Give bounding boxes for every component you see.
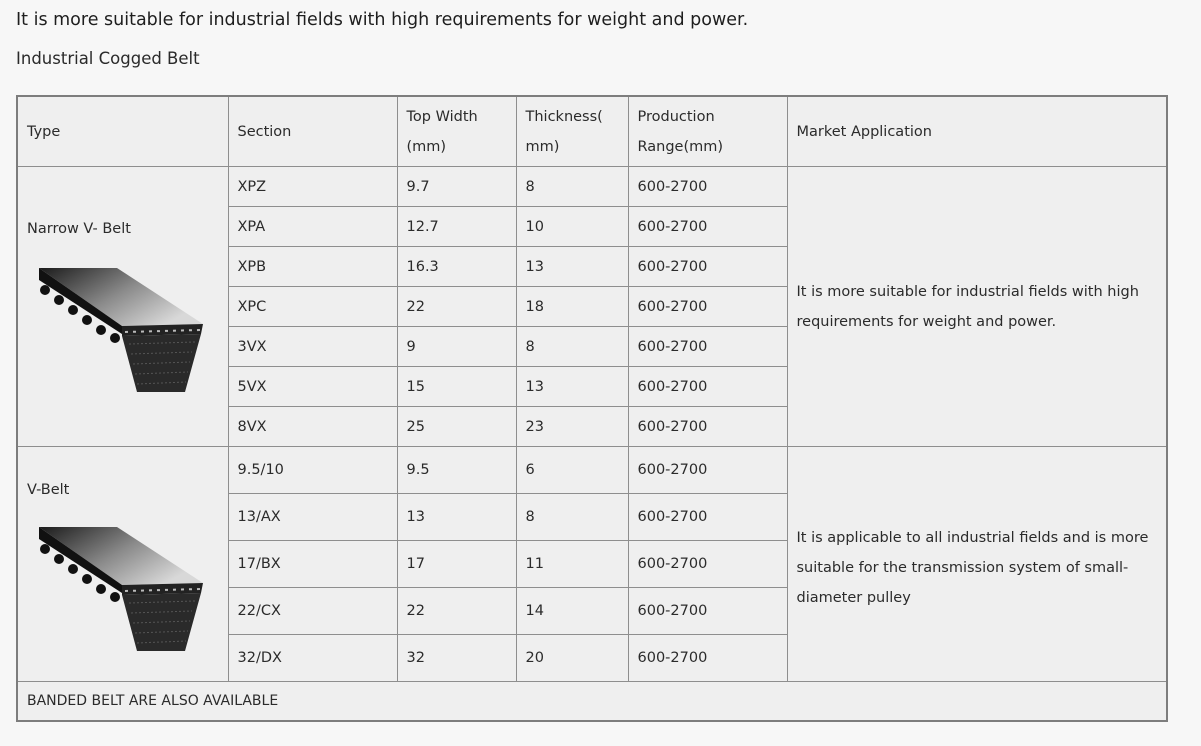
v-belt-image — [37, 525, 207, 655]
top-width-cell: 9 — [397, 327, 516, 367]
section-cell: XPB — [228, 247, 397, 287]
cogged-belt-image — [37, 266, 207, 396]
section-cell: 32/DX — [228, 635, 397, 682]
type-name: Narrow V- Belt — [27, 220, 131, 237]
section-cell: 17/BX — [228, 541, 397, 588]
intro-text: It is more suitable for industrial fields with high requirements for weight and power. — [16, 10, 749, 30]
thickness-cell: 6 — [516, 447, 628, 494]
section-cell: 13/AX — [228, 494, 397, 541]
section-cell: 9.5/10 — [228, 447, 397, 494]
type-cell-v-belt — [17, 447, 228, 682]
type-cell-narrow-v-belt — [17, 167, 228, 447]
header-section: Section — [228, 96, 397, 167]
top-width-cell: 15 — [397, 367, 516, 407]
table-footer-row — [17, 682, 1167, 722]
belt-spec-table — [16, 95, 1168, 722]
section-cell: XPA — [228, 207, 397, 247]
top-width-cell: 9.5 — [397, 447, 516, 494]
top-width-cell: 22 — [397, 588, 516, 635]
thickness-cell: 13 — [516, 247, 628, 287]
thickness-cell: 10 — [516, 207, 628, 247]
range-cell: 600-2700 — [628, 327, 787, 367]
thickness-cell: 11 — [516, 541, 628, 588]
top-width-cell: 13 — [397, 494, 516, 541]
top-width-cell: 17 — [397, 541, 516, 588]
footer-note: BANDED BELT ARE ALSO AVAILABLE — [17, 682, 1167, 722]
header-top-width: Top Width (mm) — [397, 96, 516, 167]
section-cell: XPC — [228, 287, 397, 327]
table-header-row — [17, 96, 1167, 167]
range-cell: 600-2700 — [628, 447, 787, 494]
top-width-cell: 32 — [397, 635, 516, 682]
table-row — [17, 167, 1167, 207]
market-application-cell: It is more suitable for industrial fields with high requirements for weight and power. — [787, 167, 1167, 447]
header-type: Type — [17, 96, 228, 167]
range-cell: 600-2700 — [628, 635, 787, 682]
header-thickness: Thickness( mm) — [516, 96, 628, 167]
range-cell: 600-2700 — [628, 588, 787, 635]
table-row — [17, 447, 1167, 494]
top-width-cell: 12.7 — [397, 207, 516, 247]
range-cell: 600-2700 — [628, 207, 787, 247]
thickness-cell: 13 — [516, 367, 628, 407]
range-cell: 600-2700 — [628, 494, 787, 541]
top-width-cell: 16.3 — [397, 247, 516, 287]
section-cell: 22/CX — [228, 588, 397, 635]
thickness-cell: 20 — [516, 635, 628, 682]
header-production-range: Production Range(mm) — [628, 96, 787, 167]
top-width-cell: 22 — [397, 287, 516, 327]
type-name: V-Belt — [27, 482, 70, 498]
thickness-cell: 8 — [516, 327, 628, 367]
section-cell: XPZ — [228, 167, 397, 207]
top-width-cell: 25 — [397, 407, 516, 447]
range-cell: 600-2700 — [628, 247, 787, 287]
section-cell: 3VX — [228, 327, 397, 367]
range-cell: 600-2700 — [628, 367, 787, 407]
thickness-cell: 14 — [516, 588, 628, 635]
header-market-application: Market Application — [787, 96, 1167, 167]
range-cell: 600-2700 — [628, 287, 787, 327]
section-cell: 5VX — [228, 367, 397, 407]
thickness-cell: 23 — [516, 407, 628, 447]
thickness-cell: 18 — [516, 287, 628, 327]
range-cell: 600-2700 — [628, 167, 787, 207]
market-application-cell: It is applicable to all industrial fields and is more suitable for the transmission system of small-diameter pulley — [787, 447, 1167, 682]
thickness-cell: 8 — [516, 167, 628, 207]
section-subtitle: Industrial Cogged Belt — [16, 49, 200, 68]
thickness-cell: 8 — [516, 494, 628, 541]
range-cell: 600-2700 — [628, 541, 787, 588]
range-cell: 600-2700 — [628, 407, 787, 447]
top-width-cell: 9.7 — [397, 167, 516, 207]
section-cell: 8VX — [228, 407, 397, 447]
